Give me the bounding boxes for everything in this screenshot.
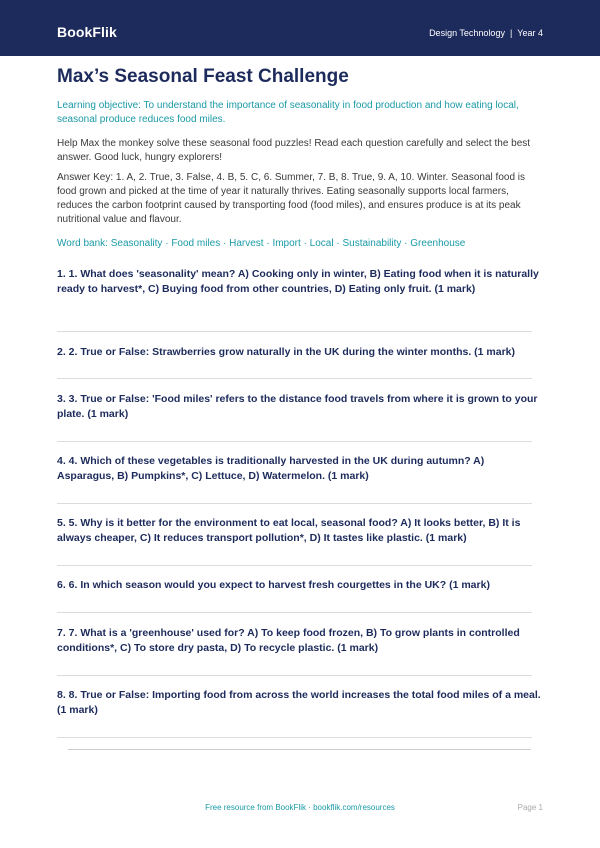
header-separator: | <box>509 28 513 38</box>
question-5: 5. 5. Why is it better for the environment to eat local, seasonal food? A) It looks better, B) It is always cheaper, C) It reduces transport pollution*, D) It tastes like plastic. (1 mark) <box>57 517 521 544</box>
question-2: 2. 2. True or False: Strawberries grow naturally in the UK during the winter months. (1 mark) <box>57 346 516 358</box>
footer-divider <box>68 749 531 750</box>
word-bank: Word bank: Seasonality · Food miles · Harvest · Import · Local · Sustainability · Greenhouse <box>57 238 466 249</box>
page-title: Max’s Seasonal Feast Challenge <box>57 66 349 87</box>
answer-line-8[interactable] <box>57 737 532 738</box>
question-6: 6. 6. In which season would you expect to harvest fresh courgettes in the UK? (1 mark) <box>57 579 490 591</box>
intro-text: Help Max the monkey solve these seasonal food puzzles! Read each question carefully and select the best answer. Good luck, hungry explorers! <box>57 138 531 163</box>
subject-label: Design Technology <box>429 28 505 38</box>
footer-resource-link[interactable]: Free resource from BookFlik · bookflik.com/resources <box>205 803 395 812</box>
question-3: 3. 3. True or False: 'Food miles' refers to the distance food travels from where it is grown to your plate. (1 mark) <box>57 393 538 420</box>
answer-key: Answer Key: 1. A, 2. True, 3. False, 4. B, 5. C, 6. Summer, 7. B, 8. True, 9. A, 10. Winter. Seasonal food is food grown and picked at the time of year it naturally thrives. Eating seasonally supports local farmers, reduces the carbon footprint caused by transporting food (food miles), and ensures produce is at its peak nutritional value and flavour. <box>57 172 526 225</box>
answer-line-6[interactable] <box>57 612 532 613</box>
answer-line-4[interactable] <box>57 503 532 504</box>
answer-line-2[interactable] <box>57 378 532 379</box>
question-8: 8. 8. True or False: Importing food from across the world increases the total food miles of a meal. (1 mark) <box>57 689 541 716</box>
question-1: 1. 1. What does 'seasonality' mean? A) Cooking only in winter, B) Eating food when it is naturally ready to harvest*, C) Buying food from other countries, D) Eating only fruit. (1 mark) <box>57 268 539 295</box>
learning-objective: Learning objective: To understand the importance of seasonality in food production and how eating local, seasonal produce reduces food miles. <box>57 100 519 125</box>
header-course-info <box>429 28 543 38</box>
answer-line-7[interactable] <box>57 675 532 676</box>
answer-line-3[interactable] <box>57 441 532 442</box>
question-4: 4. 4. Which of these vegetables is traditionally harvested in the UK during autumn? A) Asparagus, B) Pumpkins*, C) Lettuce, D) Watermelon. (1 mark) <box>57 455 485 482</box>
year-label: Year 4 <box>517 28 543 38</box>
answer-line-5[interactable] <box>57 565 532 566</box>
question-7: 7. 7. What is a 'greenhouse' used for? A) To keep food frozen, B) To grow plants in controlled conditions*, C) To store dry pasta, D) To recycle plastic. (1 mark) <box>57 627 520 654</box>
answer-line-1[interactable] <box>57 331 532 332</box>
brand-logo: BookFlik <box>57 24 117 40</box>
page-header <box>0 0 600 56</box>
page-number: Page 1 <box>517 803 543 812</box>
